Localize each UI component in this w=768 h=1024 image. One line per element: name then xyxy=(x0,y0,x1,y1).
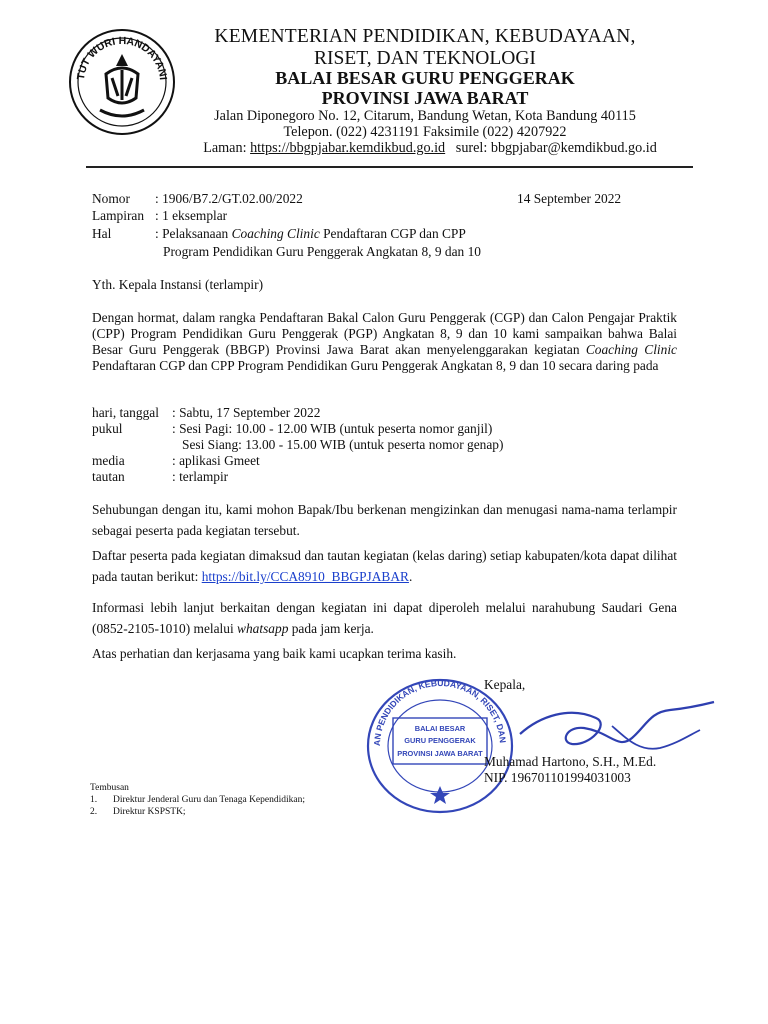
media-label: media xyxy=(92,453,125,468)
tautan-label: tautan xyxy=(92,469,125,484)
hal-label: Hal xyxy=(92,226,112,241)
letterhead-ministry-line1: KEMENTERIAN PENDIDIKAN, KEBUDAYAAN, xyxy=(214,26,636,47)
stamp-ring-text: AN PENDIDIKAN, KEBUDAYAAN, RISET, DAN xyxy=(371,677,508,747)
letter-date: 14 September 2022 xyxy=(517,191,622,206)
hal-suffix: Pendaftaran CGP dan CPP xyxy=(319,226,466,241)
nomor-label: Nomor xyxy=(92,191,130,206)
hal-value xyxy=(155,226,466,242)
letterhead-divider xyxy=(86,166,693,168)
letterhead-ministry-line2: RISET, DAN TEKNOLOGI xyxy=(314,48,536,69)
media-value: : aplikasi Gmeet xyxy=(172,453,260,468)
p3-text-a: Daftar peserta pada kegiatan dimaksud dan tautan kegiatan (kelas daring) setiap kabupaten/kota dapat dilihat pada tautan berikut: xyxy=(92,548,677,584)
tembusan-item-2: Direktur KSPSTK; xyxy=(113,807,186,817)
p4-text-b: pada jam kerja. xyxy=(288,621,374,636)
letterhead-phone: Telepon. (022) 4231191 Faksimile (022) 4207922 xyxy=(283,124,567,140)
pukul-value-2: Sesi Siang: 13.00 - 15.00 WIB (untuk peserta nomor genap) xyxy=(182,437,504,452)
tembusan-item-1: Direktur Jenderal Guru dan Tenaga Kependidikan; xyxy=(113,795,305,805)
recipient: Yth. Kepala Instansi (terlampir) xyxy=(92,277,264,292)
signatory-nip: NIP. 196701101994031003 xyxy=(484,770,631,785)
nomor-value: : 1906/B7.2/GT.02.00/2022 xyxy=(155,191,303,206)
tembusan-number-2: 2. xyxy=(90,807,98,817)
paragraph-1 xyxy=(92,310,677,374)
hari-label: hari, tanggal xyxy=(92,405,159,420)
p1-italic: Coaching Clinic xyxy=(585,342,677,357)
lampiran-value: : 1 eksemplar xyxy=(155,208,228,223)
paragraph-4 xyxy=(92,597,677,639)
stamp-line-1: BALAI BESAR xyxy=(414,724,466,733)
letterhead-address: Jalan Diponegoro No. 12, Citarum, Bandung Wetan, Kota Bandung 40115 xyxy=(214,108,636,124)
official-stamp xyxy=(360,668,520,816)
participants-link[interactable]: https://bit.ly/CCA8910_BBGPJABAR xyxy=(201,569,409,584)
p4-italic: whatsapp xyxy=(237,621,289,636)
paragraph-5: Atas perhatian dan kerjasama yang baik kami ucapkan terima kasih. xyxy=(92,646,457,661)
letterhead-office-line1: BALAI BESAR GURU PENGGERAK xyxy=(275,68,575,88)
p4-text-a: Informasi lebih lanjut berkaitan dengan kegiatan ini dapat diperoleh melalui narahubung Saudari Gena (0852-2105-1010) melalui xyxy=(92,600,677,636)
paragraph-3 xyxy=(92,545,677,587)
hari-value: : Sabtu, 17 September 2022 xyxy=(172,405,321,420)
tut-wuri-handayani-logo xyxy=(66,26,178,138)
hal-line2: Program Pendidikan Guru Penggerak Angkatan 8, 9 dan 10 xyxy=(163,244,481,259)
lampiran-label: Lampiran xyxy=(92,208,145,223)
letterhead-office-line2: PROVINSI JAWA BARAT xyxy=(321,88,529,108)
signatory-title: Kepala, xyxy=(484,677,526,692)
tembusan-label: Tembusan xyxy=(90,783,129,793)
tembusan-number-1: 1. xyxy=(90,795,98,805)
pukul-value-1: : Sesi Pagi: 10.00 - 12.00 WIB (untuk peserta nomor ganjil) xyxy=(172,421,493,436)
svg-text:TUT WURI HANDAYANI: TUT WURI HANDAYANI xyxy=(74,34,169,81)
letterhead-contact xyxy=(170,140,690,157)
paragraph-2: Sehubungan dengan itu, kami mohon Bapak/Ibu berkenan mengizinkan dan menugasi nama-nama terlampir sebagai peserta pada kegiatan tersebut. xyxy=(92,502,677,538)
stamp-line-3: PROVINSI JAWA BARAT xyxy=(397,749,483,758)
signatory-name: Muhamad Hartono, S.H., M.Ed. xyxy=(484,754,657,769)
tautan-value: : terlampir xyxy=(172,469,229,484)
p1-text-a: Dengan hormat, dalam rangka Pendaftaran Bakal Calon Guru Penggerak (CGP) dan Calon Pengajar Praktik (CPP) Program Pendidikan Guru Penggerak (PGP) Angkatan 8, 9 dan 10 kami sampaikan bahwa Balai Besar Guru Penggerak (BBGP) Provinsi Jawa Barat akan menyelenggarakan kegiatan xyxy=(92,310,677,357)
pukul-label: pukul xyxy=(92,421,123,436)
website-link[interactable]: https://bbgpjabar.kemdikbud.go.id xyxy=(250,140,446,156)
hal-italic: Coaching Clinic xyxy=(231,226,320,241)
stamp-line-2: GURU PENGGERAK xyxy=(404,736,476,745)
p3-text-b: . xyxy=(408,569,413,584)
email-text: surel: bbgpjabar@kemdikbud.go.id xyxy=(455,140,657,156)
hal-prefix: : Pelaksanaan xyxy=(155,226,232,241)
web-label: Laman: xyxy=(203,140,247,156)
p1-text-b: Pendaftaran CGP dan CPP Program Pendidikan Guru Penggerak Angkatan 8, 9 dan 10 secara daring pada xyxy=(92,358,659,373)
